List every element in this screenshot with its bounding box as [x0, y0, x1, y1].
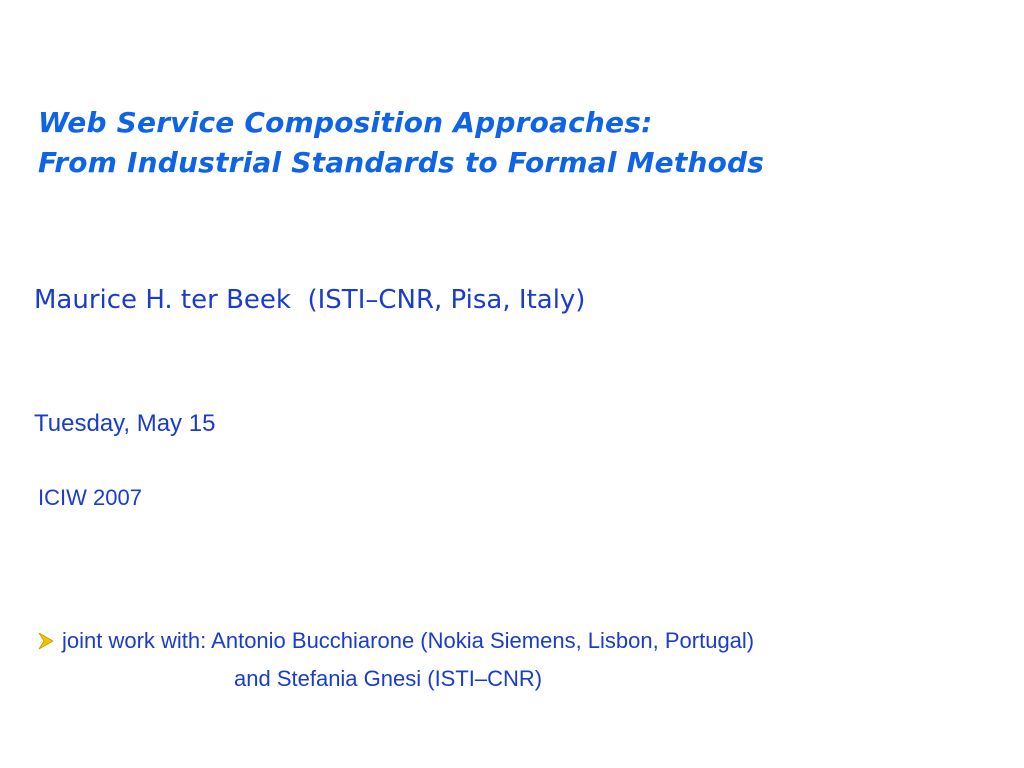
conference-name: ICIW 2007 — [38, 485, 142, 510]
author-affiliation: Maurice H. ter Beek (ISTI–CNR, Pisa, Italy) — [34, 285, 586, 315]
slide-title — [38, 103, 764, 183]
joint-work-text-1: joint work with: Antonio Bucchiarone (Nokia Siemens, Lisbon, Portugal) — [62, 628, 755, 653]
presentation-date: Tuesday, May 15 — [34, 410, 216, 437]
arrowhead-bullet-icon — [38, 632, 54, 650]
title-line-1: Web Service Composition Approaches: — [38, 106, 653, 139]
joint-work — [38, 622, 754, 698]
joint-work-line-1 — [38, 622, 754, 660]
joint-work-line-2: and Stefania Gnesi (ISTI–CNR) — [234, 666, 543, 691]
title-line-2: From Industrial Standards to Formal Methods — [38, 146, 765, 179]
